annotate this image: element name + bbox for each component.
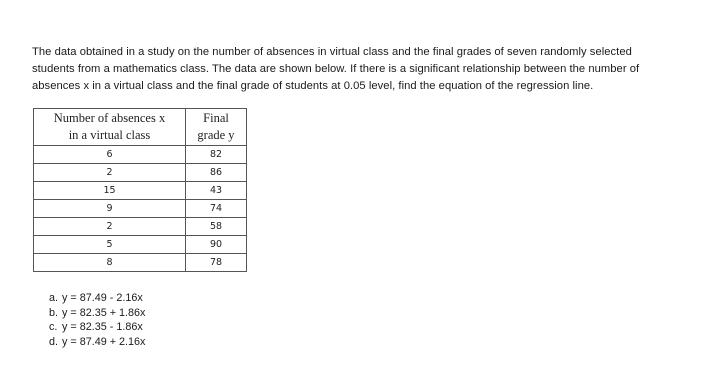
option-letter: d. [49,335,59,348]
option-b[interactable] [49,306,145,321]
cell-grade: 86 [186,164,247,182]
cell-absences: 5 [34,236,186,254]
question-line-1: The data obtained in a study on the number of absences in virtual class and the final grades of seven randomly selected [32,46,632,58]
option-letter: a. [49,292,59,304]
header-absences [34,109,186,146]
cell-absences: 2 [34,164,186,182]
header-absences-line-1: Number of absences x [53,111,166,125]
table-header-row [34,109,247,146]
answer-options [49,291,145,349]
option-a[interactable] [49,291,145,306]
option-letter: c. [49,321,58,334]
option-text: y = 82.35 - 1.86x [62,321,143,334]
cell-grade: 58 [186,218,247,236]
cell-absences: 6 [34,146,186,164]
table-row [34,254,247,272]
cell-grade: 90 [186,236,247,254]
table-row [34,236,247,254]
question-text [32,44,708,95]
cell-grade: 43 [186,182,247,200]
table-row [34,200,247,218]
cell-absences: 15 [34,182,186,200]
option-d[interactable] [49,335,145,350]
cell-grade: 82 [186,146,247,164]
header-grade-line-1: Final [203,111,229,125]
question-line-2: students from a mathematics class. The data are shown below. If there is a significant relationship between the number of [32,63,640,75]
option-text: y = 87.49 - 2.16x [62,292,143,304]
cell-absences: 2 [34,218,186,236]
header-final-grade [186,109,247,146]
cell-absences: 9 [34,200,186,218]
option-letter: b. [49,306,59,319]
header-absences-line-2: in a virtual class [68,128,151,142]
header-grade-line-2: grade y [197,128,235,142]
question-line-3: absences x in a virtual class and the final grade of students at 0.05 level, find the equation of the regression line. [32,80,594,92]
cell-grade: 74 [186,200,247,218]
cell-grade: 78 [186,254,247,272]
option-text: y = 82.35 + 1.86x [62,306,146,319]
table-row [34,146,247,164]
data-table [33,108,247,272]
option-c[interactable] [49,320,145,335]
cell-absences: 8 [34,254,186,272]
table-row [34,218,247,236]
option-text: y = 87.49 + 2.16x [62,335,146,348]
table-row [34,182,247,200]
table-row [34,164,247,182]
